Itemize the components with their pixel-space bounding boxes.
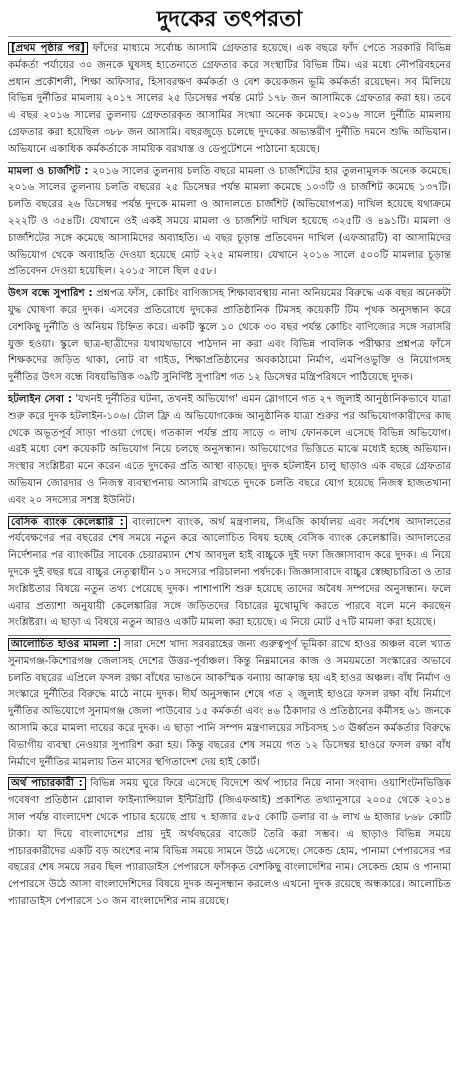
paragraph-text: বাংলাদেশ ব্যাংক, অর্থ মন্ত্রণালয়, সিএজি কার্যালয় এবং সর্বশেষ আদালতের পর্যবেক্ষণের পর বছরের শেষ সময়ে নতুন করে আলোচিত বিষয় হচ্ছে বেসিক ব্যাংক কেলেঙ্কারি। আদালতের নির্দেশনার পর ব্যাংকটির সাবেক চেয়ারম্যান শেখ আবদুল হাই বাচ্চুকে দুই দফা জিজ্ঞাসাবাদ করে দুদক। এ নিয়ে দুদকে দুই বছর ধরে বাচ্চুর নেতৃত্বাধীন ১০ সদস্যের পরিচালনা পর্ষদকে। জিজ্ঞাসাবাদে বাচ্চুর স্বেচ্ছাচারিতা ও তার সংশ্লিষ্টতার বিষয়ে নতুন তথ্য পেয়েছে দুদক। পাশাপাশি শুরু হয়েছে তাদের অবৈধ সম্পদের অনুসন্ধান। ফলে এবার প্রত্যাশা অনুযায়ী কেলেঙ্কারির সঙ্গে জড়িতদের বিচারের মুখোমুখি করতে পারবে বলে মনে করছেন সংশ্লিষ্টরা। এ ছাড়া এ বিষয়ে নতুন আরও একটি মামলা করা হয়েছে। এ নিয়ে মোট ৫৭টি মামলা করা হয়েছে। (8, 516, 451, 629)
article-headline: দুদকের তৎপরতা (8, 6, 451, 37)
section-label: অর্থ পাচারকারী : (8, 777, 86, 790)
paragraph-continued (8, 41, 451, 160)
paragraph-text: 'যখনই দুর্নীতির ঘটনা, তখনই অভিযোগ' এমন স্লোগানে গত ২৭ জুলাই আনুষ্ঠানিকভাবে যাত্রা শুরু করে দুদক হটলাইন-১০৬। টোল ফ্রি এ অভিযোগকেন্দ্র আনুষ্ঠানিক যাত্রা শুরুর পর অভিযোগকারীদের কাছ থেকে অভূতপূর্ব সাড়া পাওয়া গেছে। গতকাল পর্যন্ত প্রায় সাড়ে ৩ লাখ ফোনকলে এসেছে বিভিন্ন অভিযোগ। এরই মধ্যে বেশ কয়েকটি অভিযোগ নিয়ে চলছে অনুসন্ধান। অভিযোগের ভিত্তিতে মাঝে মধ্যেই হচ্ছে অভিযান। সংস্থার সংশ্লিষ্টরা মনে করেন এতে দুদকের প্রতি আস্থা বাড়ছে। দুদক হটলাইন চালু ছাড়াও এক বছরে গ্রেফতার অভিযান জোরদার ও নিজস্ব ব্যবস্থাপনায় আসামি রাখতে দুদকে চলতি বছরে যোগ হয়েছে নিজস্ব হাজতখানা এবং ২০ সদস্যের সশস্ত্র ইউনিট। (8, 393, 452, 506)
paragraph-text: প্রশ্নপত্র ফাঁস, কোচিং বাণিজ্যসহ শিক্ষাব্যবস্থায় নানা অনিয়মের বিরুদ্ধে এক বছর অনেকটা যুদ্ধ ঘোষণা করে দুদক। এসবের প্রতিরোধে দুদকের প্রাতিষ্ঠানিক টিমসহ কয়েকটি টিম পৃথক অনুসন্ধান করে বেশকিছু দুর্নীতি ও অনিয়ম চিহ্নিত করে। একটি স্কুলে ১০ থেকে ৩০ বছর পর্যন্ত কোচিং বাণিজ্যের সঙ্গে সরাসরি যুক্ত হওয়া। স্কুলে ছাত্র-ছাত্রীদের যথাযথভাবে পাঠদান না করা এবং বিভিন্ন পাবলিক পরীক্ষার প্রশ্নপত্র ফাঁসে শিক্ষকদের জড়িত থাকা, নোট বা গাইড, শিক্ষাপ্রতিষ্ঠানের অবকাঠামো নির্মাণ, এমপিওভুক্তি ও নিয়োগসহ দুর্নীতির উৎস বন্ধে বিষয়ভিত্তিক ৩৯টি সুনির্দিষ্ট সুপারিশ গত ১২ ডিসেম্বর মন্ত্রিপরিষদে পাঠিয়েছে দুদক। (8, 288, 451, 384)
section-label: হটলাইন সেবা : (8, 393, 72, 405)
paragraph-text: ফাঁদের মাধ্যমে সর্বোচ্চ আসামি গ্রেফতার হয়েছে। এক বছরে ফাঁদ পেতে সরকারি বিভিন্ন কর্মকর্তা পর্যায়ের ৩০ জনকে ঘুষসহ হাতেনাতে গ্রেফতার করে সংস্থাটির বিভিন্ন টিম। এর মধ্যে নৌপরিবহনের প্রধান প্রকৌশলী, শিক্ষা অফিসার, হিসাবরক্ষণ কর্মকর্তা ও বেশ কয়েকজন ভূমি কর্মকর্তা রয়েছেন। সব মিলিয়ে বিভিন্ন দুর্নীতির মামলায় ২০১৭ সালের ২৫ ডিসেম্বর পর্যন্ত মোট ১৭৮ জন আসামিকে গ্রেফতার করা হয়। তবে এ বছর ২০১৬ সালের তুলনায় গ্রেফতারকৃত আসামির সংখ্যা অনেক কমেছে। ২০১৬ সালে দুর্নীতি মামলায় গ্রেফতার করা হয়েছিল ৩৮৮ জন আসামি। বছরজুড়ে চলেছে দুদকের অভ্যন্তরীণ দুর্নীতি দমনে শুদ্ধি অভিযান। অভিযানে একাধিক কর্মকর্তাকে সাময়িক বরখাস্ত ও ডেপুটেশনে পাঠানো হয়েছে। (8, 43, 452, 155)
paragraph-text: বিভিন্ন সময় ঘুরে ফিরে এসেছে বিদেশে অর্থ পাচার নিয়ে নানা সংবাদ। ওয়াশিংটনভিত্তিক গবেষণা প্রতিষ্ঠান গ্লোবাল ফাইন্যান্সিয়াল ইন্টিগ্রিটি (জিএফআই) প্রকাশিত তথ্যানুসারে ২০০৫ থেকে ২০১৪ সাল পর্যন্ত বাংলাদেশ থেকে পাচার হয়েছে প্রায় ৭ হাজার ৫৮৫ কোটি ডলার বা ৬ লাখ ৬ হাজার ৮৬৮ কোটি টাকা। যা দিয়ে বাংলাদেশের প্রায় দুই অর্থবছরের বাজেট তৈরি করা সম্ভব। এ ছাড়াও বিভিন্ন সময়ে পাচারকারীদের একটি বড় অংশের নাম বিভিন্ন সময়ে সামনে উঠে এসেছে। সেকেন্ড হোম, পানামা পেপারসের পর বছরের শেষ সময়ে সরব ছিল প্যারাডাইস পেপারসে ফাঁসকৃত বেশকিছু বাংলাদেশির নাম। সেকেন্ড হোম ও পানামা পেপারসে উঠে আসা বাংলাদেশিদের বিষয়ে দুদক অনুসন্ধান করলেও এখনো দুদক রয়েছে অন্ধকারে। আলোচিত প্যারাডাইস পেপারসে ১০ জন বাংলাদেশির নাম রয়েছে। (8, 778, 451, 908)
paragraph-text: সারা দেশে খাদ্য সরবরাহের জন্য গুরুত্বপূর্ণ ভূমিকা রাখে হাওর অঞ্চল বলে খ্যাত সুনামগঞ্জ-কিশোরগঞ্জ জেলাসহ দেশের উত্তর-পূর্বাঞ্চল। কিন্তু নিম্নমানের কাজ ও সময়মতো সংস্কারের অভাবে চলতি বছরের এপ্রিলে ফসল রক্ষা বাঁধের ভাঙনে আকস্মিক বন্যায় আক্রান্ত হয় এই হাওর অঞ্চল। বাঁধ নির্মাণ ও সংস্কারে দুর্নীতির বিরুদ্ধে মাঠে নামে দুদক। দীর্ঘ অনুসন্ধান শেষে গত ২ জুলাই হাওরে ফসল রক্ষা বাঁধ নির্মাণে দুর্নীতির অভিযোগে সুনামগঞ্জ জেলা পাউবোর ১৫ কর্মকর্তা এবং ৪৬ ঠিকাদার ও প্রতিষ্ঠানের কর্মীসহ ৬১ জনকে আসামি করে মামলা দায়ের করে দুদক। এ ছাড়া পানি সম্পদ মন্ত্রণালয়ের সচিবসহ ১৩ ঊর্ধ্বতন কর্মকর্তার বিরুদ্ধে বিভাগীয় ব্যবস্থা নেওয়ার সুপারিশ করা হয়। কিন্তু বছরের শেষ সময়ে গত ১২ ডিসেম্বর হাওরে ফসল রক্ষা বাঁধ নির্মাণে দুর্নীতির মামলায় তিন মাসের স্থগিতাদেশ দেয় হাই কোর্ট। (8, 639, 452, 768)
paragraph-source-recommendation (8, 284, 451, 388)
continued-label: [প্রথম পৃষ্ঠার পর] (8, 42, 88, 55)
paragraph-hotline-service (8, 390, 451, 511)
paragraph-money-launderers (8, 774, 451, 911)
paragraph-basic-bank-scandal (8, 513, 451, 634)
paragraph-haor-case (8, 635, 451, 772)
paragraph-cases-chargesheet (8, 162, 451, 283)
section-label: আলোচিত হাওর মামলা : (8, 638, 120, 651)
paragraph-text: ২০১৬ সালের তুলনায় চলতি বছরে মামলা ও চার্জশিটের হার তুলনামূলক অনেক কমেছে। ২০১৬ সালের তুলনায় চলতি বছরের ২৫ ডিসেম্বর পর্যন্ত মামলা কমেছে ১০৩টি ও চার্জশিট কমেছে ১৩৭টি। চলতি বছরের ২৬ ডিসেম্বর পর্যন্ত দুদকে মামলা ও আদালতে চার্জশিট (অভিযোগপত্র) দাখিল হয়েছে যথাক্রমে ২২২টি ও ৩৫৪টি। যেখানে ওই একই সময়ে মামলা ও চার্জশিট দাখিল হয়েছে ৩২৫টি ও ৪৯১টি। মামলা ও চার্জশিটের সঙ্গে কমেছে আসামিদের অব্যাহতি। এ বছর চূড়ান্ত প্রতিবেদন দাখিল (এফআরটি) বা আসামিদের অভিযোগ থেকে অব্যাহতি দেওয়া হয়েছে মোট ২২৫ মামলায়। যেখানে ২০১৬ সালে ৫০০টি মামলার চূড়ান্ত প্রতিবেদন দেওয়া হয়েছিল। ২০১৫ সালে ছিল ৫৫৮। (8, 165, 451, 278)
section-label: উৎস বন্ধে সুপারিশ : (8, 288, 93, 300)
section-label: মামলা ও চার্জশিট : (8, 165, 89, 177)
section-label: বেসিক ব্যাংক কেলেঙ্কারি : (8, 516, 127, 529)
